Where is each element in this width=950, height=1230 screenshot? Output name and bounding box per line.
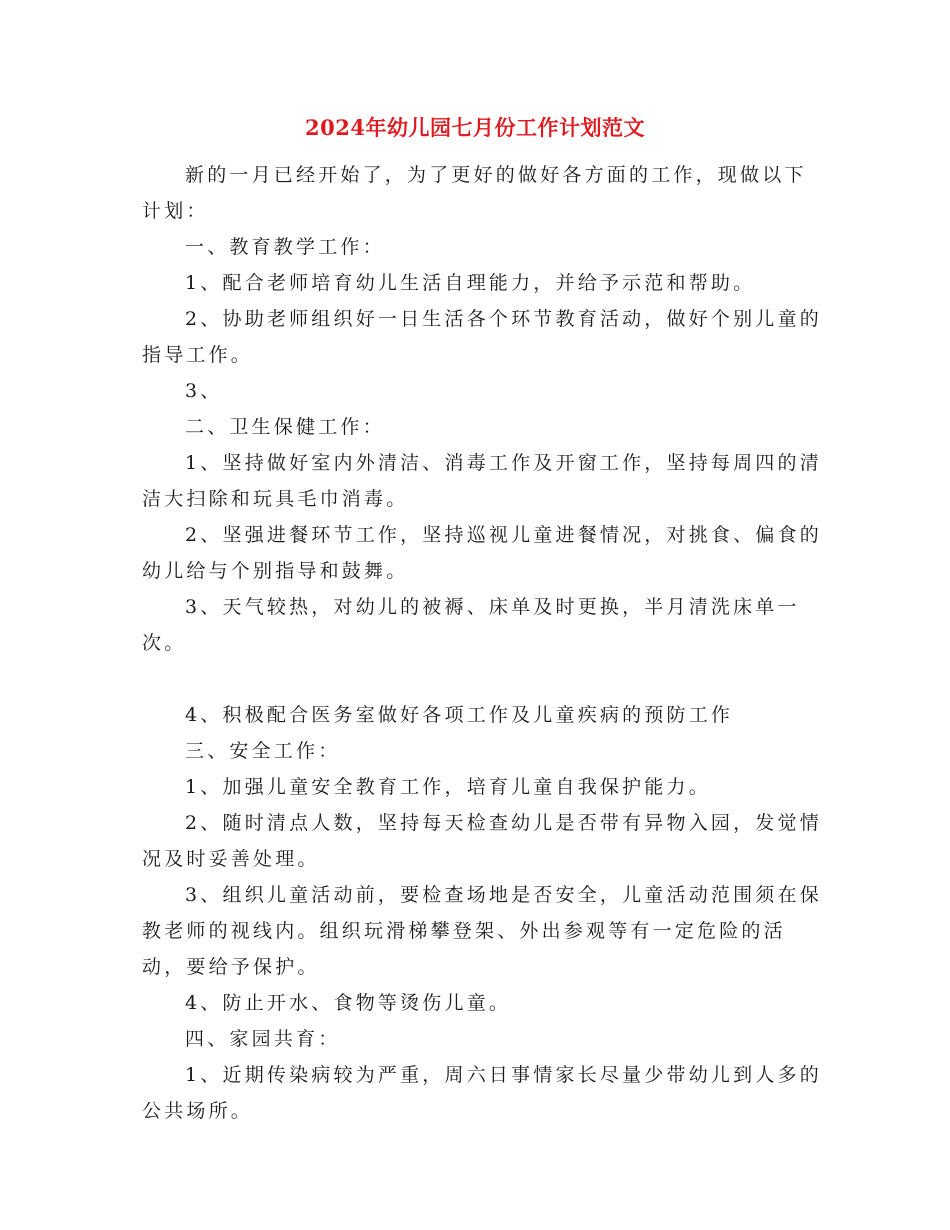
document-title: 2024年幼儿园七月份工作计划范文 xyxy=(305,115,645,140)
list-item: 3、组织儿童活动前，要检查场地是否安全，儿童活动范围须在保教老师的视线内。组织玩滑梯攀登架、外出参观等有一定危险的活动，要给予保护。 xyxy=(142,884,822,978)
list-item: 4、防止开水、食物等烫伤儿童。 xyxy=(185,992,512,1014)
list-item: 1、坚持做好室内外清洁、消毒工作及开窗工作，坚持每周四的清洁大扫除和玩具毛巾消毒。 xyxy=(142,452,822,510)
section-heading-education: 一、教育教学工作： xyxy=(185,236,385,258)
list-item: 1、近期传染病较为严重，周六日事情家长尽量少带幼儿到人多的公共场所。 xyxy=(142,1064,822,1122)
list-item: 3、天气较热，对幼儿的被褥、床单及时更换，半月清洗床单一次。 xyxy=(142,596,800,654)
list-item: 3、 xyxy=(185,380,223,402)
document-body xyxy=(142,157,822,1129)
section-heading-home-school: 四、家园共育： xyxy=(185,1028,341,1050)
list-item: 2、协助老师组织好一日生活各个环节教育活动，做好个别儿童的指导工作。 xyxy=(142,308,822,366)
paragraph-gap xyxy=(142,661,822,697)
section-heading-health: 二、卫生保健工作： xyxy=(185,416,385,438)
list-item: 4、积极配合医务室做好各项工作及儿童疾病的预防工作 xyxy=(185,704,734,726)
list-item: 1、配合老师培育幼儿生活自理能力，并给予示范和帮助。 xyxy=(185,272,756,294)
section-heading-safety: 三、安全工作： xyxy=(185,740,341,762)
intro-paragraph: 新的一月已经开始了，为了更好的做好各方面的工作，现做以下计划： xyxy=(142,164,807,222)
list-item: 2、随时清点人数，坚持每天检查幼儿是否带有异物入园，发觉情况及时妥善处理。 xyxy=(142,812,822,870)
list-item: 2、坚强进餐环节工作，坚持巡视儿童进餐情况，对挑食、偏食的幼儿给与个别指导和鼓舞。 xyxy=(142,524,822,582)
list-item: 1、加强儿童安全教育工作，培育儿童自我保护能力。 xyxy=(185,776,711,798)
